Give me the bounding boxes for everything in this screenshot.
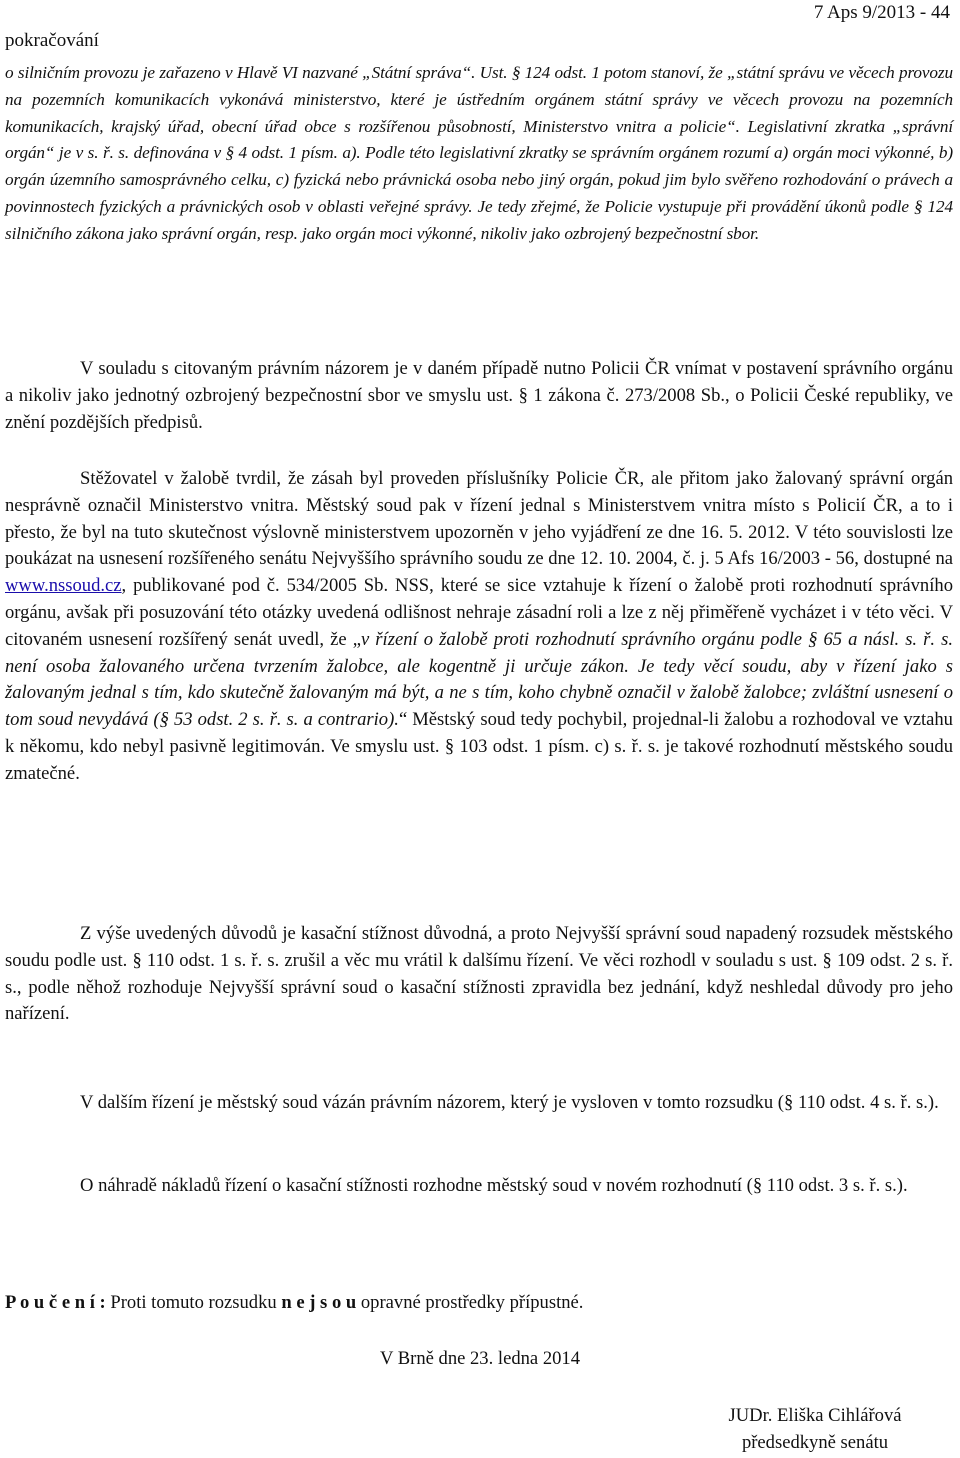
judge-name: JUDr. Eliška Cihlářová: [728, 1405, 902, 1426]
instruction-nejsou: n e j s o u: [281, 1292, 357, 1313]
paragraph-decision: Z výše uvedených důvodů je kasační stížnost důvodná, a proto Nejvyšší správní soud napadený rozsudek městského soudu podle ust. § 110 odst. 1 s. ř. s. zrušil a věc mu vrátil k dalšímu řízení. Ve věci rozhodl v souladu s ust. § 109 odst. 2 s. ř. s., podle něhož rozhoduje Nejvyšší správní soud o kasační stížnosti zpravidla bez jednání, když neshledal důvody pro jeho nařízení.: [5, 923, 953, 1025]
nssoud-link[interactable]: www.nssoud.cz: [5, 575, 122, 597]
place-and-date: V Brně dne 23. ledna 2014: [379, 1348, 581, 1369]
paragraph-statute-citation: o silničním provozu je zařazeno v Hlavě VI nazvané „Státní správa“. Ust. § 124 odst. 1 potom stanoví, že „státní správu ve věcech provozu na pozemních komunikacích vykonává ministerstvo, které je ústředním orgánem státní správy ve věcech provozu na pozemních komunikacích, krajský úřad, obecní úřad obce s rozšířenou působností, Ministerstvo vnitra a policie“. Legislativní zkratka „správní orgán“ je v s. ř. s. definována v § 4 odst. 1 písm. a). Podle této legislativní zkratky se správním orgánem rozumí a) orgán moci výkonné, b) orgán územního samosprávného celku, c) fyzická nebo právnická osoba nebo jiný orgán, pokud jim bylo svěřeno rozhodování o právech a povinnostech fyzických a právnických osob v oblasti veřejné správy. Je tedy zřejmé, že Policie vystupuje při provádění úkonů podle § 124 silničního zákona jako správní orgán, resp. jako orgán moci výkonné, nikoliv jako ozbrojený bezpečnostní sbor.: [5, 63, 953, 243]
instruction-label: P o u č e n í :: [5, 1292, 106, 1313]
paragraph-complaint-part-c: “ Městský soud tedy pochybil, projednal-li žalobu a rozhodoval ve vztahu k někomu, kdo nebyl pasivně legitimován. Ve smyslu ust. § 103 odst. 1 písm. c) s. ř. s. je takové rozhodnutí městského soudu zmatečné.: [5, 709, 953, 784]
judge-role: předsedkyně senátu: [741, 1431, 889, 1453]
case-number: 7 Aps 9/2013 - 44: [813, 2, 950, 23]
instruction-text-b: opravné prostředky přípustné.: [356, 1292, 584, 1313]
paragraph-complaint-part-b: , publikované pod č. 534/2005 Sb. NSS, které se sice vztahuje k řízení o žalobě proti rozhodnutí správního orgánu, avšak při posuzování této otázky uvedená odlišnost nehraje zásadní roli a lze z něj přiměřeně vycházet i v této věci. V citovaném usnesení rozšířený senát uvedl, že „: [5, 575, 953, 650]
paragraph-costs: O náhradě nákladů řízení o kasační stížnosti rozhodne městský soud v novém rozhodnutí (§ 110 odst. 3 s. ř. s.).: [80, 1175, 908, 1196]
instruction-line: [5, 1290, 953, 1317]
header-continuation: pokračování: [5, 30, 99, 51]
instruction-text-a: Proti tomuto rozsudku: [105, 1292, 282, 1313]
paragraph-binding-opinion: V dalším řízení je městský soud vázán právním názorem, který je vysloven v tomto rozsudku (§ 110 odst. 4 s. ř. s.).: [80, 1092, 939, 1113]
signature-block: [690, 1403, 940, 1457]
paragraph-complaint-part-a: Stěžovatel v žalobě tvrdil, že zásah byl proveden příslušníky Policie ČR, ale přitom jako žalovaný správní orgán nesprávně označil Ministerstvo vnitra. Městský soud pak v řízení jednal s Ministerstvem vnitra místo s Policií ČR, a to i přesto, že byl na tuto skutečnost výslovně ministerstvem upozorněn v jeho vyjádření ze dne 16. 5. 2012. V této souvislosti lze poukázat na usnesení rozšířeného senátu Nejvyššího správního soudu ze dne 12. 10. 2004, č. j. 5 Afs 16/2003 - 56, dostupné na: [5, 468, 953, 570]
paragraph-complaint: [5, 466, 953, 788]
paragraph-police-role: V souladu s citovaným právním názorem je v daném případě nutno Policii ČR vnímat v postavení správního orgánu a nikoliv jako jednotný ozbrojený bezpečnostní sbor ve smyslu ust. § 1 zákona č. 273/2008 Sb., o Policii České republiky, ve znění pozdějších předpisů.: [5, 358, 953, 433]
senate-quote: v řízení o žalobě proti rozhodnutí správního orgánu podle § 65 a násl. s. ř. s. není osoba žalovaného určena tvrzením žalobce, ale kogentně ji určuje zákon. Je tedy věcí soudu, aby v řízení jako s žalovaným jednal s tím, kdo skutečně žalovaným má být, a ne s tím, koho chybně označil v žalobě žalobce; zvláštní usnesení o tom soud nevydává (§ 53 odst. 2 s. ř. s. a contrario).: [5, 628, 953, 731]
